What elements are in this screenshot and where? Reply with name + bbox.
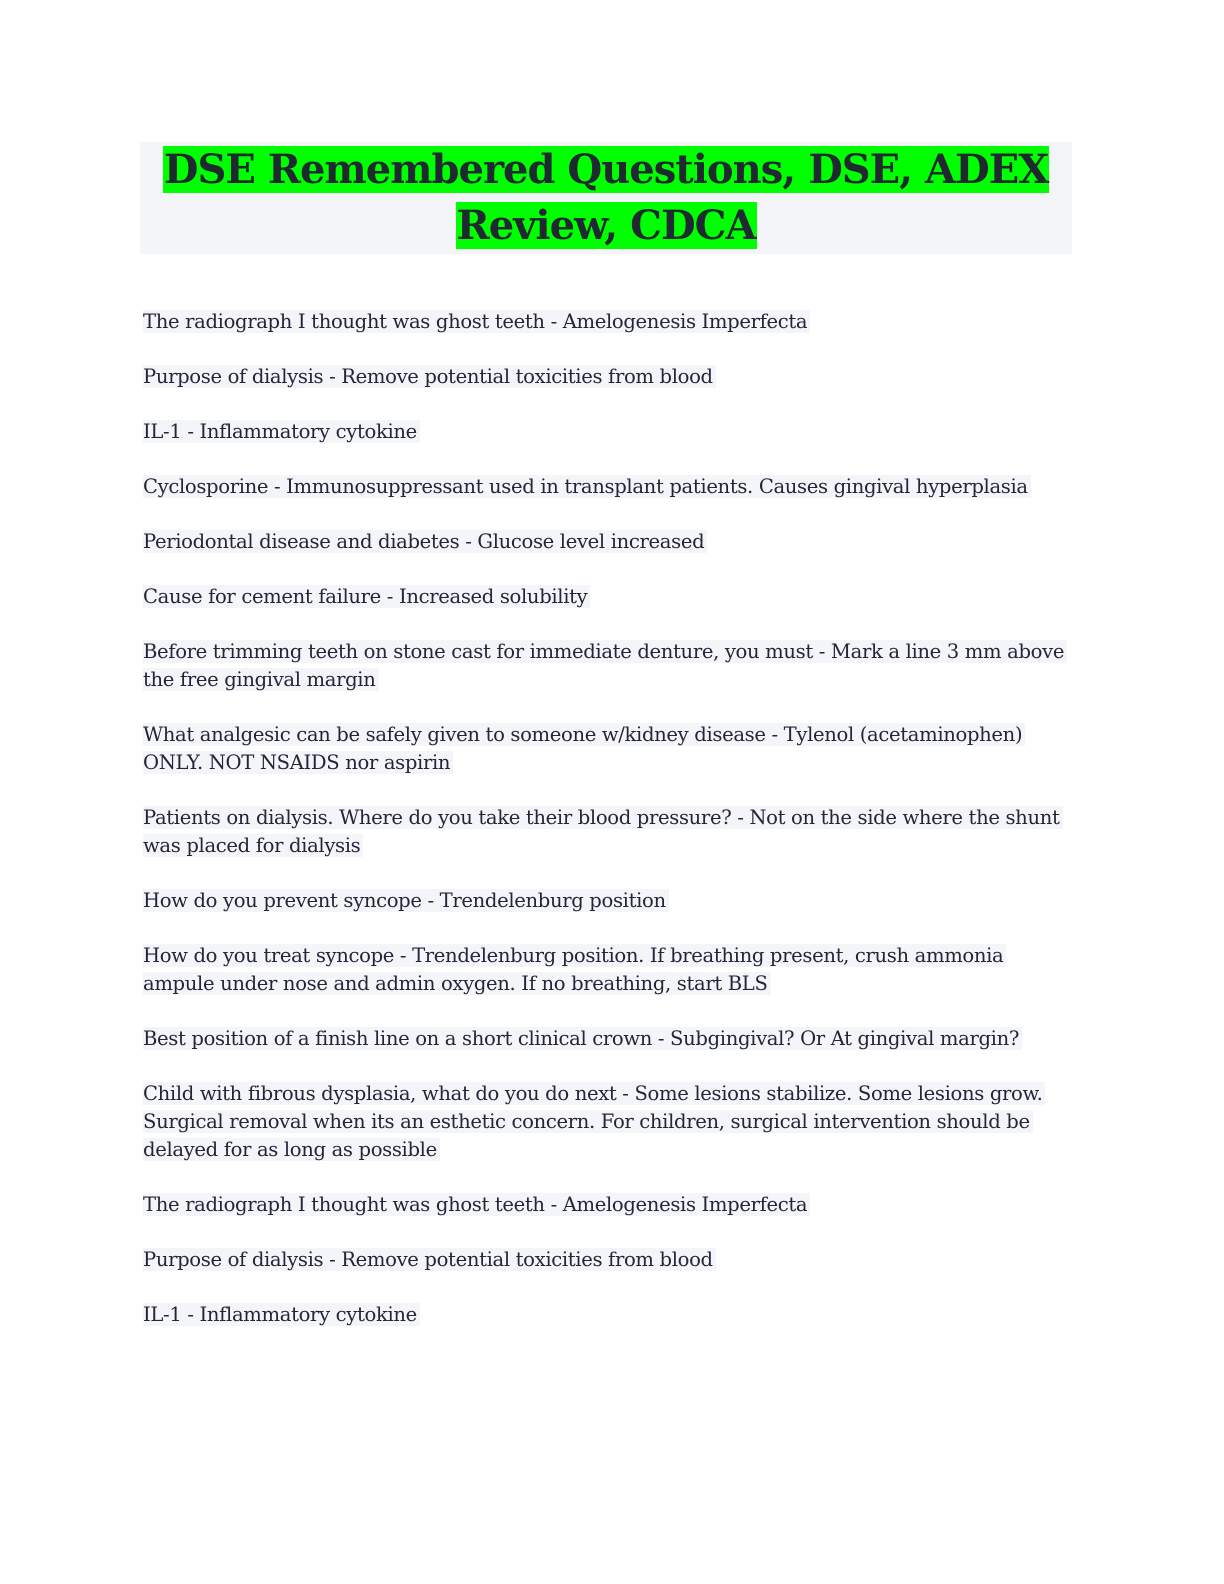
qa-text: Periodontal disease and diabetes - Glucose level increased (143, 530, 707, 553)
qa-item (143, 942, 1073, 998)
qa-text: Patients on dialysis. Where do you take their blood pressure? - Not on the side where the shunt was placed for dialysis (143, 806, 1063, 857)
title-line-2 (140, 198, 1072, 254)
qa-item (143, 1025, 1073, 1053)
qa-text: IL-1 - Inflammatory cytokine (143, 1303, 420, 1326)
qa-text: Best position of a finish line on a short clinical crown - Subgingival? Or At gingival margin? (143, 1027, 1022, 1050)
qa-item (143, 308, 1073, 336)
title-line-1 (140, 142, 1072, 198)
qa-item (143, 583, 1073, 611)
qa-text: How do you prevent syncope - Trendelenburg position (143, 889, 669, 912)
qa-item (143, 1301, 1073, 1329)
qa-item (143, 1246, 1073, 1274)
qa-item (143, 804, 1073, 860)
qa-text: The radiograph I thought was ghost teeth - Amelogenesis Imperfecta (143, 1193, 810, 1216)
qa-list (143, 308, 1073, 1356)
qa-item (143, 721, 1073, 777)
title-block (140, 142, 1072, 254)
qa-text: What analgesic can be safely given to someone w/kidney disease - Tylenol (acetaminophen) ONLY. NOT NSAIDS nor aspirin (143, 723, 1025, 774)
qa-text: Before trimming teeth on stone cast for immediate denture, you must - Mark a line 3 mm above the free gingival margin (143, 640, 1067, 691)
qa-text: Purpose of dialysis - Remove potential toxicities from blood (143, 365, 716, 388)
qa-item (143, 638, 1073, 694)
qa-text: IL-1 - Inflammatory cytokine (143, 420, 420, 443)
qa-item (143, 1080, 1073, 1164)
qa-item (143, 1191, 1073, 1219)
qa-item (143, 473, 1073, 501)
qa-item (143, 418, 1073, 446)
qa-item (143, 528, 1073, 556)
qa-text: How do you treat syncope - Trendelenburg position. If breathing present, crush ammonia ampule under nose and admin oxygen. If no breathing, start BLS (143, 944, 1006, 995)
qa-text: The radiograph I thought was ghost teeth - Amelogenesis Imperfecta (143, 310, 810, 333)
qa-text: Cyclosporine - Immunosuppressant used in transplant patients. Causes gingival hyperplasia (143, 475, 1031, 498)
qa-text: Cause for cement failure - Increased solubility (143, 585, 590, 608)
page-title-part-2: Review, CDCA (456, 202, 756, 249)
page-title-part-1: DSE Remembered Questions, DSE, ADEX (163, 146, 1049, 193)
qa-item (143, 363, 1073, 391)
qa-item (143, 887, 1073, 915)
qa-text: Purpose of dialysis - Remove potential toxicities from blood (143, 1248, 716, 1271)
qa-text: Child with fibrous dysplasia, what do you do next - Some lesions stabilize. Some lesions grow. Surgical removal when its an esthetic concern. For children, surgical intervention should be delayed for as long as possible (143, 1082, 1045, 1161)
